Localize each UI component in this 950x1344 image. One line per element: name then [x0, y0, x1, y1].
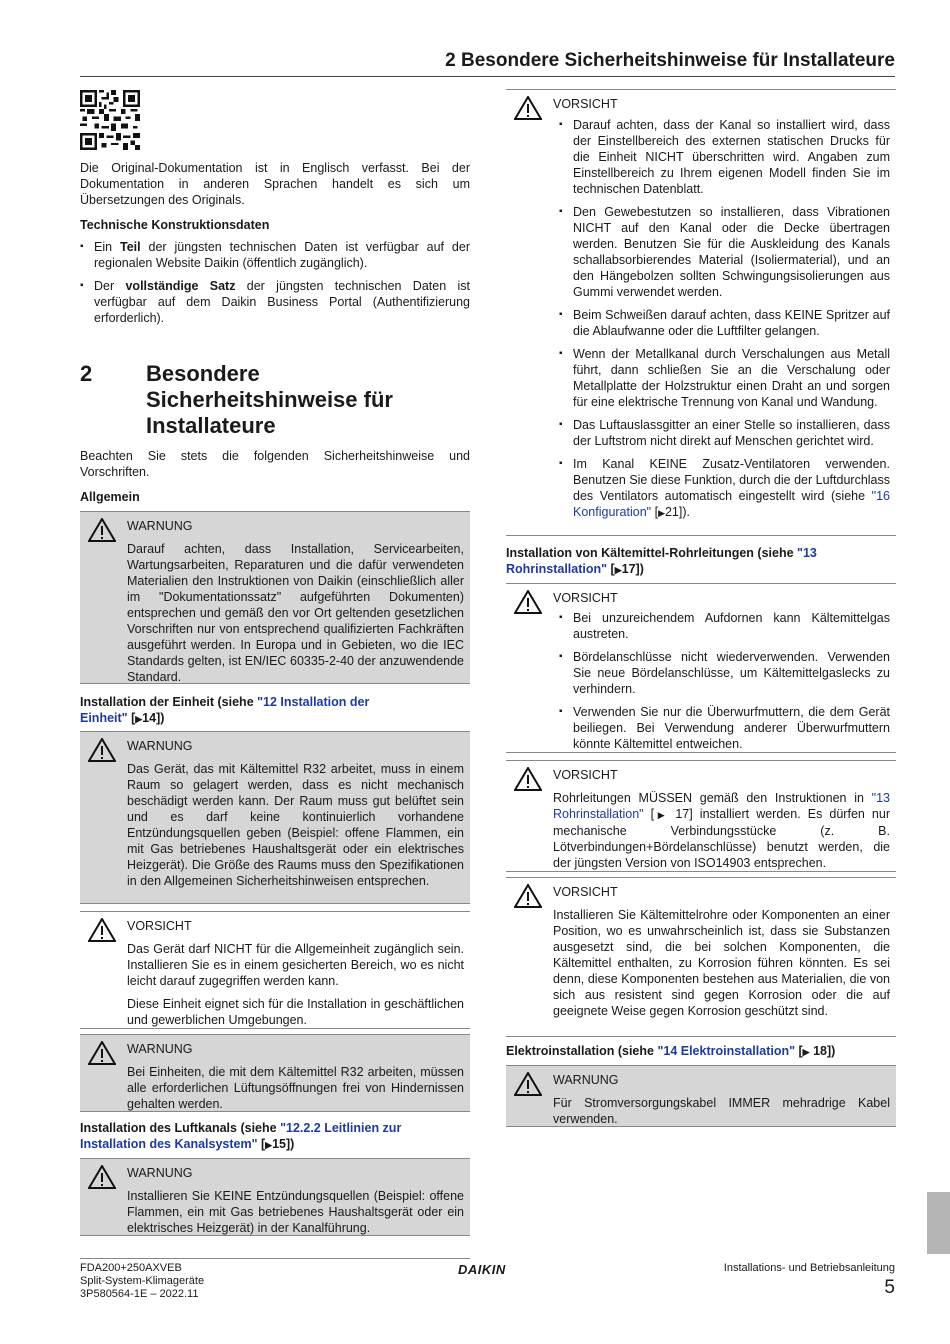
- footer-manual-title: Installations- und Betriebsanleitung: [723, 1262, 895, 1274]
- caution-triangle-icon: [514, 884, 542, 908]
- tech-data-list: [80, 239, 470, 333]
- caution-list: [553, 610, 890, 759]
- caution-list: [553, 117, 890, 528]
- piping-link[interactable]: "13 Rohrinstallation": [553, 791, 890, 821]
- caution-triangle-icon: [514, 767, 542, 791]
- page-ref-icon: ▶: [614, 565, 622, 575]
- piping-link[interactable]: "13 Rohrinstallation": [506, 546, 817, 576]
- page-ref-icon: ▶: [135, 714, 143, 724]
- unit-installation-heading: Installation der Einheit (siehe "12 Installation der Einheit" [▶14]): [80, 695, 370, 725]
- page-ref-icon: ▶: [658, 508, 665, 518]
- caution-label: VORSICHT: [553, 97, 618, 111]
- caution-label: VORSICHT: [553, 591, 618, 605]
- warning-box: [80, 511, 470, 684]
- warning-label: WARNUNG: [553, 1073, 619, 1087]
- section-intro: Beachten Sie stets die folgenden Sicherheitshinweise und Vorschriften.: [80, 449, 470, 479]
- warning-triangle-icon: [88, 1165, 116, 1189]
- caution-box: [506, 760, 896, 872]
- list-item: ▪ Im Kanal KEINE Zusatz-Ventilatoren verwenden. Benutzen Sie diese Funktion, durch die der Luftdurchlass des Ventilators automatisch eingestellt wird (siehe "16 Konfiguration" [▶21]).: [553, 456, 890, 521]
- list-item: ▪ Bei unzureichendem Aufdornen kann Kältemittelgas austreten.: [553, 610, 890, 642]
- caution-label: VORSICHT: [127, 919, 192, 933]
- caution-text: Rohrleitungen MÜSSEN gemäß den Instruktionen in "13 Rohrinstallation" [▶ 17] installiert werden. Es dürfen nur mechanische Verbindungsstücke (z. B. Lötverbindungen+Bördelanschlüsse) benutzt werden, die der jüngsten Version von ISO14903 entsprechen.: [553, 791, 890, 870]
- list-item: ▪ Darauf achten, dass der Kanal so installiert wird, dass der Einstellbereich des externen statischen Drucks für die Einheit NICHT überschritten wird. Angaben zum Einstellbereich zu Ihrem eigenen Modell finden Sie im technischen Datenblatt.: [553, 117, 890, 197]
- list-item: ▪ Den Gewebestutzen so installieren, dass Vibrationen NICHT auf den Kanal oder die Decke übertragen werden. Benutzen Sie für die Auskleidung des Kanals schallabsorbierendes Material (Isoliermaterial), und an den Hängebolzen sollten Schwingungsisolierungen aus Gummi verwendet werden.: [553, 204, 890, 300]
- warning-box: [80, 731, 470, 904]
- caution-triangle-icon: [88, 918, 116, 942]
- page-ref-icon: ▶: [802, 1047, 810, 1057]
- footer-product: Split-System-Klimageräte: [80, 1275, 205, 1287]
- caution-text: Das Gerät darf NICHT für die Allgemeinheit zugänglich sein. Installieren Sie es in einem gesicherten Bereich, wo es nicht leicht darauf zugegriffen werden kann.: [127, 942, 464, 988]
- configuration-link[interactable]: "16 Konfiguration": [573, 489, 890, 519]
- page-ref-icon: ▶: [265, 1140, 273, 1150]
- intro-paragraph: Die Original-Dokumentation ist in Englisch verfasst. Bei der Dokumentation in anderen Sprachen handelt es sich um Übersetzungen des Originals.: [80, 161, 470, 207]
- page-ref-icon: ▶: [654, 810, 669, 820]
- warning-text: Für Stromversorgungskabel IMMER mehradrige Kabel verwenden.: [553, 1096, 890, 1126]
- section-title: Besondere Sicherheitshinweise für Installateure: [146, 361, 393, 438]
- unit-installation-link[interactable]: "12 Installation der Einheit": [80, 695, 370, 725]
- list-item: ▪ Der vollständige Satz der jüngsten technischen Daten ist verfügbar auf dem Daikin Business Portal (Authentifizierung erforderlich).: [80, 278, 470, 326]
- duct-installation-heading: Installation des Luftkanals (siehe "12.2.2 Leitlinien zur Installation des Kanalsystem" [▶15]): [80, 1121, 402, 1151]
- warning-text: Installieren Sie KEINE Entzündungsquellen (Beispiel: offene Flammen, ein mit Gas betriebenes Haushaltsgerät oder ein elektrisches Heizgerät) in der Kanalführung.: [127, 1189, 464, 1235]
- caution-box: [506, 89, 896, 536]
- list-item: ▪ Ein Teil der jüngsten technischen Daten ist verfügbar auf der regionalen Website Daikin (öffentlich zugänglich).: [80, 239, 470, 271]
- electrical-installation-heading: Elektroinstallation (siehe "14 Elektroinstallation" [▶ 18]): [506, 1044, 836, 1058]
- duct-installation-link[interactable]: "12.2.2 Leitlinien zur Installation des Kanalsystem": [80, 1121, 402, 1151]
- warning-label: WARNUNG: [127, 739, 193, 753]
- refrigerant-piping-heading: Installation von Kältemittel-Rohrleitungen (siehe "13 Rohrinstallation" [▶17]): [506, 546, 817, 576]
- electrical-link[interactable]: "14 Elektroinstallation": [657, 1044, 796, 1058]
- section-number: 2: [80, 361, 93, 386]
- list-item: ▪ Verwenden Sie nur die Überwurfmuttern, die dem Gerät beiliegen. Bei Verwendung anderer Überwurfmuttern könnte Kältemittel entweichen.: [553, 704, 890, 752]
- caution-box: [506, 583, 896, 753]
- warning-triangle-icon: [88, 518, 116, 542]
- caution-text: Diese Einheit eignet sich für die Installation in geschäftlichen und gewerblichen Umgebungen.: [127, 997, 464, 1027]
- warning-box: [506, 1065, 896, 1127]
- warning-triangle-icon: [514, 1072, 542, 1096]
- chapter-side-tab: [927, 1192, 950, 1254]
- caution-label: VORSICHT: [553, 768, 618, 782]
- daikin-logo: DAIKIN: [458, 1262, 506, 1277]
- warning-triangle-icon: [88, 1041, 116, 1065]
- warning-label: WARNUNG: [127, 1166, 193, 1180]
- list-item: ▪ Beim Schweißen darauf achten, dass KEINE Spritzer auf die Ablaufwanne oder die Luftfilter gelangen.: [553, 307, 890, 339]
- caution-triangle-icon: [514, 96, 542, 120]
- tech-data-heading: Technische Konstruktionsdaten: [80, 218, 270, 232]
- page-number: 5: [884, 1277, 895, 1298]
- caution-box: [506, 877, 896, 1037]
- list-item: ▪ Wenn der Metallkanal durch Verschalungen aus Metall führt, dann schließen Sie an die Verschalung oder Metallplatte der Holzstruktur einen Draht an und sorgen für eine elektrische Trennung von Kanal und Wandung.: [553, 346, 890, 410]
- warning-text: Darauf achten, dass Installation, Servicearbeiten, Wartungsarbeiten, Reparaturen und die dafür verwendeten Materialien den Instruktionen von Daikin (einschließlich aller im "Dokumentationssatz" aufgeführten Dokumenten) entsprechen und gemäß den vor Ort geltenden gesetzlichen Vorschriften nur von entsprechend qualifizierten Fachkräften ausgeführt werden. In Europa und in Gebieten, wo die IEC Standards gelten, ist EN/IEC 60335-2-40 der anzuwendende Standard.: [127, 542, 464, 684]
- qr-code-icon: [80, 90, 140, 150]
- list-item: ▪ Bördelanschlüsse nicht wiederverwenden. Verwenden Sie neue Bördelanschlüsse, um Kältemittelgaslecks zu verhindern.: [553, 649, 890, 697]
- caution-box: [80, 911, 470, 1029]
- warning-label: WARNUNG: [127, 519, 193, 533]
- footer-doc-info: [80, 1262, 204, 1301]
- list-item: ▪ Das Luftauslassgitter an einer Stelle so installieren, dass der Luftstrom nicht direkt auf Menschen gerichtet wird.: [553, 417, 890, 449]
- footer-doc-id: 3P580564-1E – 2022.11: [80, 1288, 199, 1300]
- warning-box: [80, 1034, 470, 1112]
- caution-text: Installieren Sie Kältemittelrohre oder Komponenten an einer Position, wo es unwahrscheinlich ist, dass sie Substanzen ausgesetzt sind, die bei solchen Komponenten, die Kältemittel enthalten, zu Korrosion führen könnten. Es sei denn, diese Komponenten bestehen aus Materialien, die von sich aus resistent sind gegen Korrosion oder die auf geeignete Weise gegen Korrosion geschützt sind.: [553, 908, 890, 1018]
- footer-divider: [80, 1258, 470, 1259]
- page-header-title: 2 Besondere Sicherheitshinweise für Installateure: [445, 50, 895, 71]
- warning-text: Das Gerät, das mit Kältemittel R32 arbeitet, muss in einem Raum so gelagert werden, dass es nicht mechanisch beschädigt werden kann. Der Raum muss gut belüftet sein und es darf keine kontinuierlich vorhandene Entzündungsquellen geben (Beispiel: offene Flammen, ein mit Gas betriebenes Haushaltsgerät oder ein elektrisches Heizgerät). Die Größe des Raums muss den Spezifikationen in den Allgemeinen Sicherheitshinweisen entsprechen.: [127, 762, 464, 888]
- header-divider: [80, 76, 895, 77]
- warning-triangle-icon: [88, 738, 116, 762]
- warning-text: Bei Einheiten, die mit dem Kältemittel R32 arbeiten, müssen alle erforderlichen Lüftungsöffnungen frei von Hindernissen gehalten werden.: [127, 1065, 464, 1111]
- warning-box: [80, 1158, 470, 1236]
- footer-model: FDA200+250AXVEB: [80, 1262, 182, 1274]
- caution-label: VORSICHT: [553, 885, 618, 899]
- general-heading: Allgemein: [80, 490, 140, 504]
- warning-label: WARNUNG: [127, 1042, 193, 1056]
- caution-triangle-icon: [514, 590, 542, 614]
